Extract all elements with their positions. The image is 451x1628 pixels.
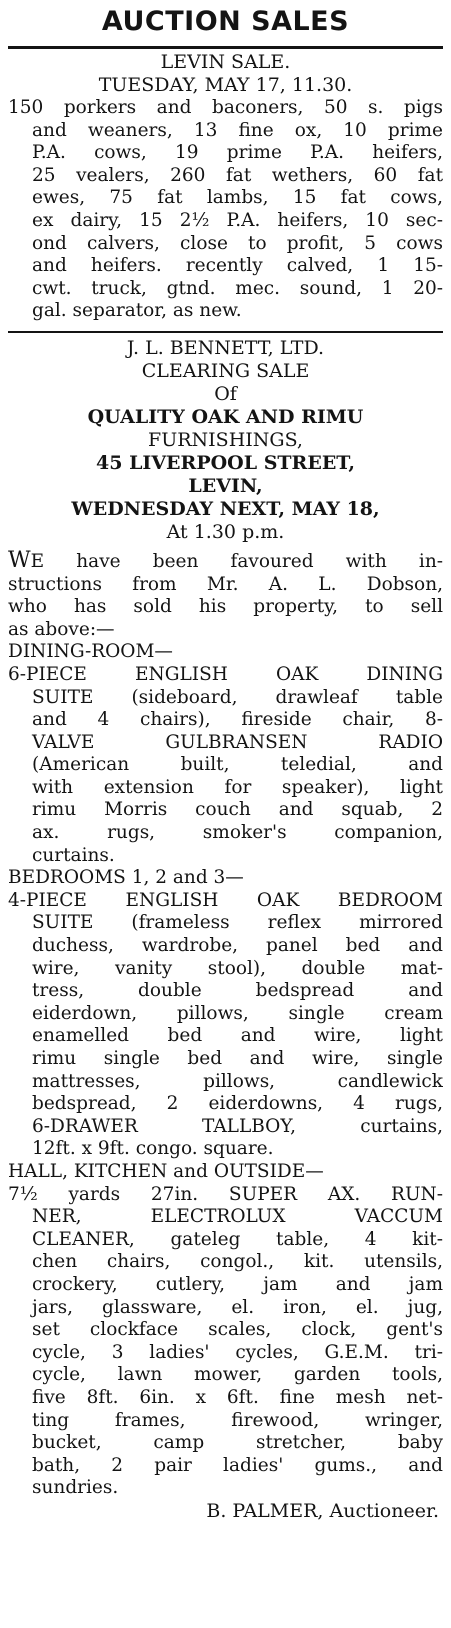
- listing-line: set clockface scales, clock, gent's: [32, 1319, 443, 1341]
- listing-line: ex dairy, 15 2½ P.A. heifers, 10 sec-: [32, 209, 443, 231]
- listing-line: jars, glassware, el. iron, el. jug,: [32, 1296, 443, 1318]
- listing-line: bucket, camp stretcher, baby: [32, 1432, 443, 1454]
- listing-line: eiderdown, pillows, single cream: [32, 1002, 443, 1024]
- goods-line-2: FURNISHINGS,: [148, 428, 303, 451]
- goods-line-1: QUALITY OAK AND RIMU: [87, 405, 364, 428]
- drop-cap: W: [8, 549, 31, 573]
- sale-intro: [8, 550, 443, 641]
- listing-line: crockery, cutlery, jam and jam: [32, 1273, 443, 1295]
- listing-line: SUITE (sideboard, drawleaf table: [32, 686, 443, 708]
- intro-text: E have been favoured with in-: [30, 550, 443, 572]
- listing-line: curtains.: [32, 844, 115, 866]
- listing-line: 150 porkers and baconers, 50 s. pigs: [8, 97, 443, 118]
- dining-room-listing: [8, 664, 443, 867]
- listing-line: gal. separator, as new.: [32, 300, 242, 322]
- intro-line: who has sold his property, to sell: [8, 596, 443, 618]
- listing-line: duchess, wardrobe, panel bed and: [32, 935, 443, 957]
- listing-line: enamelled bed and wire, light: [32, 1025, 443, 1047]
- levin-sale-listing: [8, 97, 443, 323]
- listing-line: rimu single bed and wire, single: [32, 1048, 443, 1069]
- listing-line: mattresses, pillows, candlewick: [32, 1070, 443, 1092]
- dining-room-heading: DINING-ROOM—: [8, 641, 173, 663]
- sale-town: LEVIN,: [188, 474, 263, 497]
- listing-line: P.A. cows, 19 prime P.A. heifers,: [32, 142, 443, 164]
- firm-name: J. L. BENNETT, LTD.: [126, 336, 325, 359]
- levin-sale-heading: LEVIN SALE.: [160, 51, 291, 73]
- auctioneer-signature: B. PALMER, Auctioneer.: [206, 1499, 439, 1522]
- bedrooms-listing: [8, 890, 443, 1161]
- listing-line: SUITE (frameless reflex mirrored: [32, 912, 443, 934]
- levin-sale-date: TUESDAY, MAY 17, 11.30.: [98, 74, 353, 96]
- listing-line: cwt. truck, gtnd. mec. sound, 1 20-: [32, 277, 443, 299]
- listing-line: ond calvers, close to profit, 5 cows: [32, 232, 443, 254]
- listing-line: ewes, 75 fat lambs, 15 fat cows,: [32, 187, 443, 209]
- listing-line: 25 vealers, 260 fat wethers, 60 fat: [32, 164, 443, 186]
- listing-line: and heifers. recently calved, 1 15-: [32, 255, 443, 277]
- listing-line: cycle, lawn mower, garden tools,: [32, 1364, 443, 1386]
- listing-line: ax. rugs, smoker's companion,: [32, 822, 443, 844]
- listing-line: sundries.: [32, 1477, 119, 1499]
- listing-line: chen chairs, congol., kit. utensils,: [32, 1251, 443, 1273]
- listing-line: with extension for speaker), light: [32, 776, 443, 798]
- sale-address: 45 LIVERPOOL STREET,: [96, 451, 355, 474]
- levin-sale-notice: [8, 51, 443, 323]
- hall-kitchen-outside-heading: HALL, KITCHEN and OUTSIDE—: [8, 1160, 324, 1182]
- intro-line: [8, 550, 443, 574]
- listing-line: rimu Morris couch and squab, 2: [32, 799, 443, 821]
- listing-line: CLEANER, gateleg table, 4 kit-: [32, 1228, 443, 1250]
- listing-line: ting frames, firewood, wringer,: [32, 1409, 443, 1431]
- sale-of: Of: [214, 382, 237, 405]
- listing-line: VALVE GULBRANSEN RADIO: [32, 731, 443, 753]
- listing-line: 7½ yards 27in. SUPER AX. RUN-: [8, 1183, 443, 1205]
- title-rule: [8, 46, 443, 49]
- intro-line: structions from Mr. A. L. Dobson,: [8, 573, 443, 595]
- sale-date: WEDNESDAY NEXT, MAY 18,: [71, 497, 380, 520]
- listing-line: 6-DRAWER TALLBOY, curtains,: [32, 1115, 443, 1137]
- listing-line: wire, vanity stool), double mat-: [32, 957, 443, 979]
- listing-line: (American built, teledial, and: [32, 754, 443, 776]
- page-title: AUCTION SALES: [101, 6, 350, 37]
- sale-time: At 1.30 p.m.: [166, 520, 285, 543]
- sale-type: CLEARING SALE: [141, 359, 310, 382]
- section-rule: [8, 331, 443, 333]
- listing-line: cycle, 3 ladies' cycles, G.E.M. tri-: [32, 1341, 443, 1363]
- listing-line: and 4 chairs), fireside chair, 8-: [32, 709, 443, 731]
- listing-line: 12ft. x 9ft. congo. square.: [32, 1138, 274, 1160]
- listing-line: bedspread, 2 eiderdowns, 4 rugs,: [32, 1093, 443, 1115]
- hall-kitchen-outside-listing: [8, 1184, 443, 1500]
- listing-line: bath, 2 pair ladies' gums., and: [32, 1454, 443, 1476]
- listing-line: 4-PIECE ENGLISH OAK BEDROOM: [8, 889, 443, 911]
- listing-line: tress, double bedspread and: [32, 980, 443, 1002]
- listing-line: NER, ELECTROLUX VACCUM: [32, 1206, 443, 1228]
- clearing-sale-notice: [8, 337, 443, 1523]
- listing-line: and weaners, 13 fine ox, 10 prime: [32, 119, 443, 141]
- listing-line: five 8ft. 6in. x 6ft. fine mesh net-: [32, 1386, 443, 1408]
- intro-line: as above:—: [8, 618, 115, 640]
- listing-line: 6-PIECE ENGLISH OAK DINING: [8, 663, 443, 685]
- bedrooms-heading: BEDROOMS 1, 2 and 3—: [8, 867, 244, 889]
